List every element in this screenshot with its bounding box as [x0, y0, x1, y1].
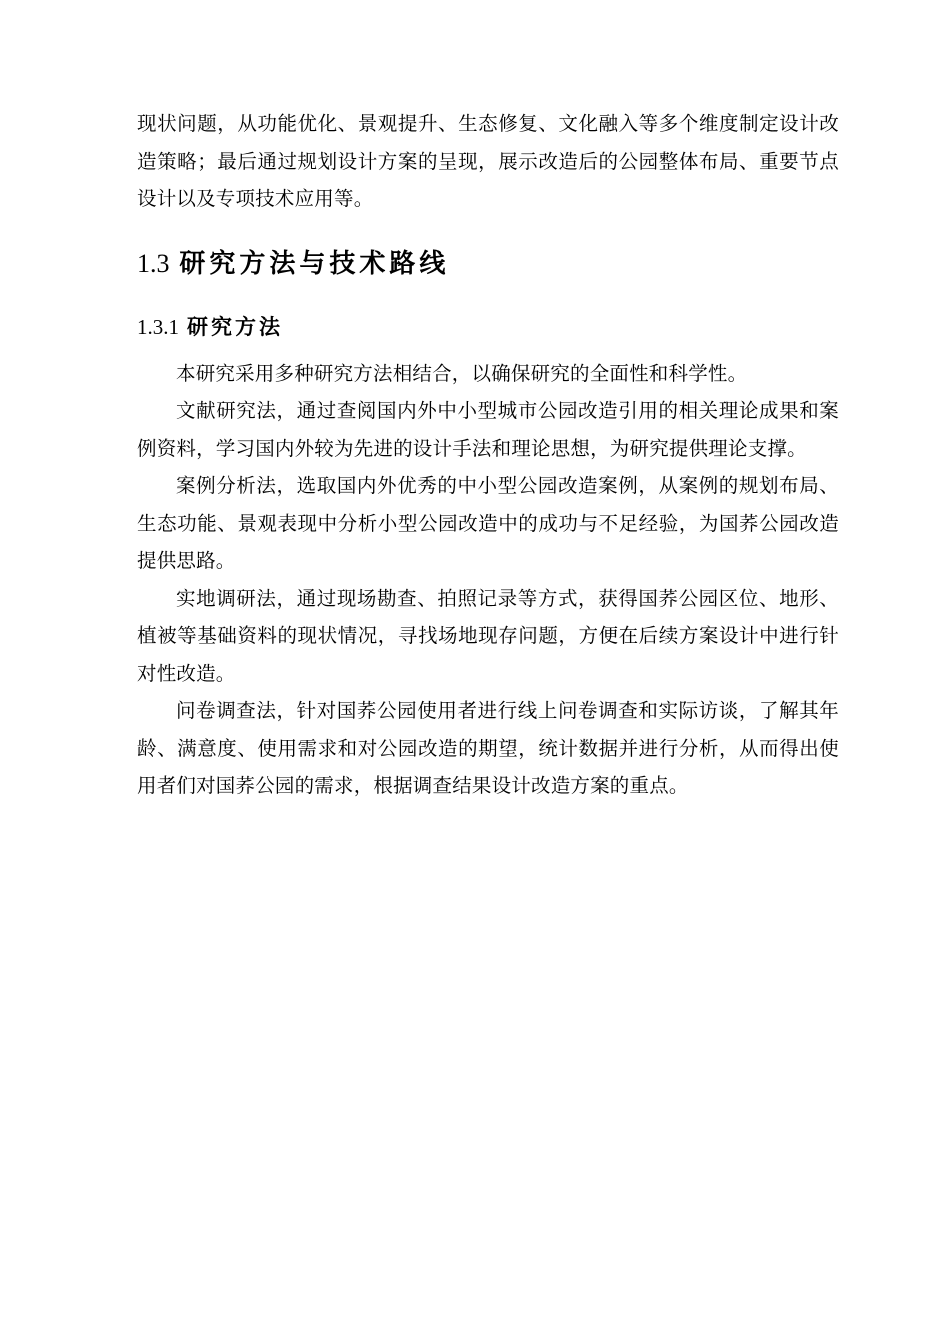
subsection-heading: [137, 309, 839, 346]
paragraph-methods-overview: 本研究采用多种研究方法相结合，以确保研究的全面性和科学性。: [176, 363, 748, 385]
section-heading-number: 1.3: [137, 248, 170, 278]
paragraph-literature-research: 文献研究法，通过查阅国内外中小型城市公园改造引用的相关理论成果和案例资料，学习国内外较为先进的设计手法和理论思想，为研究提供理论支撑。: [137, 401, 839, 460]
section-heading: [137, 245, 839, 282]
subsection-heading-title: 研究方法: [186, 315, 283, 339]
paragraph-questionnaire-survey: 问卷调查法，针对国荞公园使用者进行线上问卷调查和实际访谈，了解其年龄、满意度、使用需求和对公园改造的期望，统计数据并进行分析，从而得出使用者们对国荞公园的需求，根据调查结果设计改造方案的重点。: [137, 701, 839, 797]
paragraph-continuation: 现状问题，从功能优化、景观提升、生态修复、文化融入等多个维度制定设计改造策略；最后通过规划设计方案的呈现，展示改造后的公园整体布局、重要节点设计以及专项技术应用等。: [137, 114, 839, 210]
section-heading-title: 研究方法与技术路线: [179, 247, 450, 278]
subsection-heading-number: 1.3.1: [137, 314, 179, 339]
paragraph-case-analysis: 案例分析法，选取国内外优秀的中小型公园改造案例，从案例的规划布局、生态功能、景观表现中分析小型公园改造中的成功与不足经验，为国荞公园改造提供思路。: [137, 476, 839, 572]
paragraph-field-research: 实地调研法，通过现场勘查、拍照记录等方式，获得国荞公园区位、地形、植被等基础资料的现状情况，寻找场地现存问题，方便在后续方案设计中进行针对性改造。: [137, 588, 839, 685]
